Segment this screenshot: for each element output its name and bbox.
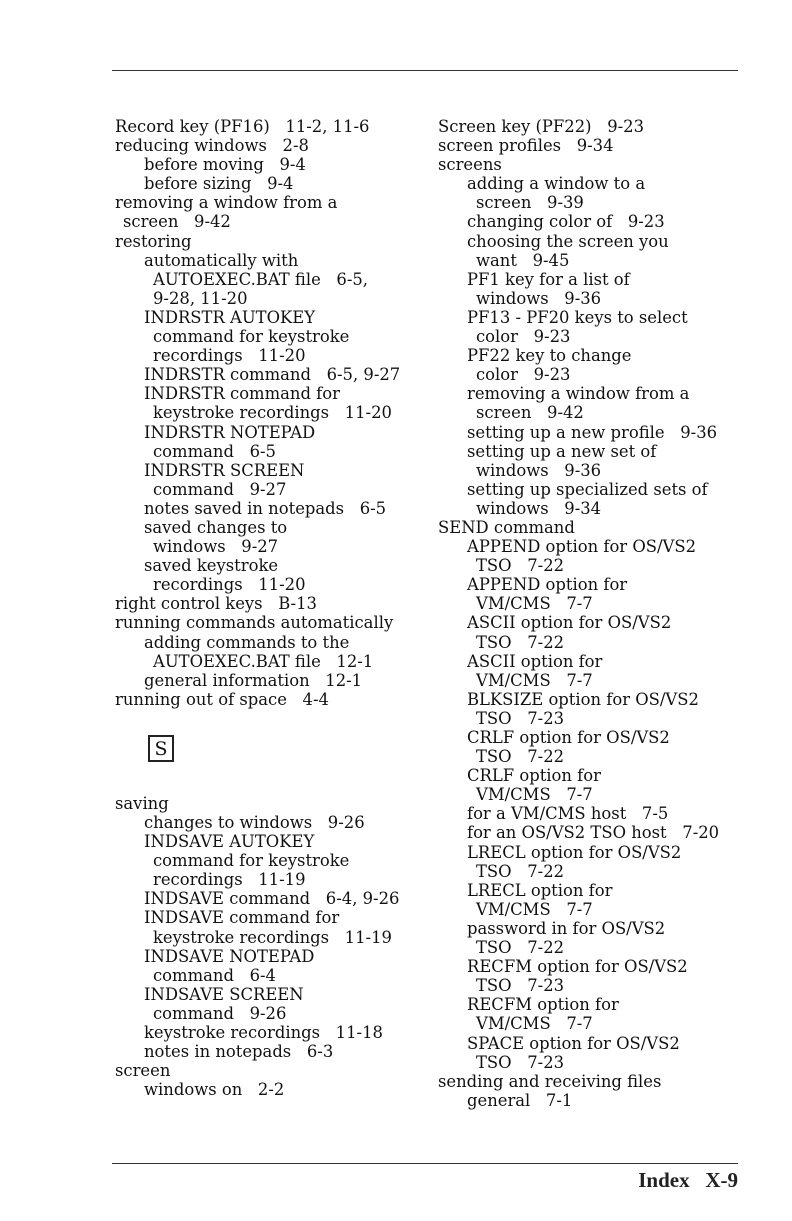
- index-entry: Screen key (PF22) 9-23: [438, 117, 645, 136]
- index-entry: notes saved in notepads 6-5: [144, 498, 387, 518]
- index-entry: windows 9-34: [476, 498, 602, 518]
- index-entry: screen profiles 9-34: [438, 136, 614, 156]
- index-entry: TSO 7-23: [476, 1052, 565, 1072]
- index-entry: saved keystroke: [144, 556, 279, 576]
- index-entry: adding commands to the: [144, 632, 350, 652]
- index-entry: PF1 key for a list of: [467, 269, 630, 289]
- index-entry: right control keys B-13: [115, 594, 317, 614]
- index-entry: TSO 7-22: [476, 747, 565, 767]
- index-entry: SEND command: [438, 517, 575, 537]
- index-entry: INDSAVE command for: [144, 908, 340, 928]
- section-letter-box: S: [148, 735, 174, 762]
- index-entry: choosing the screen you: [467, 231, 669, 251]
- index-entry: screen: [115, 1061, 171, 1081]
- index-entry: PF13 - PF20 keys to select: [467, 307, 688, 327]
- index-entry: APPEND option for: [467, 575, 628, 595]
- index-entry: INDSAVE command 6-4, 9-26: [144, 889, 400, 909]
- index-entry: TSO 7-23: [476, 976, 565, 996]
- index-entry: ASCII option for: [467, 651, 603, 671]
- index-entry: SPACE option for OS/VS2: [467, 1033, 680, 1053]
- index-entry: AUTOEXEC.BAT file 12-1: [153, 651, 374, 671]
- index-entry: VM/CMS 7-7: [476, 1014, 593, 1034]
- index-entry: general 7-1: [467, 1090, 573, 1110]
- index-entry: RECFM option for: [467, 995, 619, 1015]
- index-entry: recordings 11-20: [153, 346, 306, 366]
- index-entry: VM/CMS 7-7: [476, 785, 593, 805]
- index-entry: keystroke recordings 11-20: [153, 403, 392, 423]
- index-entry: screens: [438, 155, 502, 175]
- index-entry: for a VM/CMS host 7-5: [467, 804, 669, 824]
- index-entry: recordings 11-20: [153, 575, 306, 595]
- index-entry: RECFM option for OS/VS2: [467, 957, 688, 977]
- index-entry: CRLF option for: [467, 766, 601, 786]
- page-footer: [638, 1168, 738, 1193]
- index-entry: setting up a new set of: [467, 441, 657, 461]
- index-entry: notes in notepads 6-3: [144, 1042, 334, 1062]
- index-entry: keystroke recordings 11-18: [144, 1023, 383, 1043]
- index-entry: VM/CMS 7-7: [476, 899, 593, 919]
- index-entry: removing a window from a: [467, 384, 690, 404]
- index-entry: windows 9-27: [153, 537, 279, 557]
- index-entry: TSO 7-22: [476, 556, 565, 576]
- index-entry: LRECL option for: [467, 880, 613, 900]
- index-list-left-s: [115, 794, 435, 1100]
- index-entry: saved changes to: [144, 517, 288, 537]
- index-entry: INDRSTR NOTEPAD: [144, 422, 316, 442]
- bottom-rule: [112, 1163, 738, 1164]
- index-entry: INDSAVE AUTOKEY: [144, 832, 315, 852]
- index-entry: password in for OS/VS2: [467, 918, 666, 938]
- index-entry: VM/CMS 7-7: [476, 594, 593, 614]
- index-entry: command 6-5: [153, 441, 276, 461]
- index-entry: color 9-23: [476, 327, 571, 347]
- index-entry: Record key (PF16) 11-2, 11-6: [115, 117, 370, 136]
- index-list-left: [115, 117, 435, 709]
- index-entry: PF22 key to change: [467, 346, 632, 366]
- index-entry: automatically with: [144, 250, 299, 270]
- index-entry: screen 9-42: [476, 403, 584, 423]
- index-entry: running commands automatically: [115, 613, 394, 633]
- index-entry: color 9-23: [476, 365, 571, 385]
- index-entry: command 9-27: [153, 479, 287, 499]
- index-list-right: [438, 117, 738, 1110]
- index-entry: LRECL option for OS/VS2: [467, 842, 682, 862]
- index-entry: BLKSIZE option for OS/VS2: [467, 689, 699, 709]
- index-entry: 9-28, 11-20: [153, 288, 248, 308]
- index-entry: setting up specialized sets of: [467, 479, 708, 499]
- index-entry: recordings 11-19: [153, 870, 306, 890]
- footer-label: Index: [638, 1168, 690, 1192]
- index-entry: APPEND option for OS/VS2: [467, 537, 697, 557]
- index-entry: before sizing 9-4: [144, 174, 294, 194]
- index-entry: VM/CMS 7-7: [476, 670, 593, 690]
- index-entry: INDSAVE NOTEPAD: [144, 946, 315, 966]
- index-entry: saving: [115, 793, 169, 813]
- index-entry: sending and receiving files: [438, 1071, 662, 1091]
- index-entry: running out of space 4-4: [115, 689, 329, 709]
- top-rule: [112, 70, 738, 71]
- index-entry: removing a window from a: [115, 193, 338, 213]
- index-entry: command for keystroke: [153, 851, 350, 871]
- index-entry: INDRSTR SCREEN: [144, 460, 305, 480]
- index-entry: changing color of 9-23: [467, 212, 665, 232]
- index-column-left: [115, 117, 435, 1099]
- index-entry: windows 9-36: [476, 288, 602, 308]
- index-entry: INDRSTR AUTOKEY: [144, 307, 316, 327]
- index-entry: for an OS/VS2 TSO host 7-20: [467, 823, 720, 843]
- index-entry: command for keystroke: [153, 327, 350, 347]
- index-entry: screen 9-39: [476, 193, 584, 213]
- index-entry: TSO 7-22: [476, 938, 565, 958]
- index-entry: before moving 9-4: [144, 155, 306, 175]
- index-entry: TSO 7-23: [476, 708, 565, 728]
- index-entry: restoring: [115, 231, 192, 251]
- index-entry: INDSAVE SCREEN: [144, 984, 304, 1004]
- index-entry: command 6-4: [153, 965, 276, 985]
- index-entry: keystroke recordings 11-19: [153, 927, 392, 947]
- index-entry: windows on 2-2: [144, 1080, 285, 1100]
- index-entry: adding a window to a: [467, 174, 646, 194]
- index-entry: setting up a new profile 9-36: [467, 422, 718, 442]
- index-entry: INDRSTR command for: [144, 384, 340, 404]
- section-heading: [115, 735, 435, 762]
- index-entry: want 9-45: [476, 250, 570, 270]
- index-entry: general information 12-1: [144, 670, 363, 690]
- index-entry: screen 9-42: [123, 212, 231, 232]
- index-entry: reducing windows 2-8: [115, 136, 309, 156]
- index-entry: TSO 7-22: [476, 861, 565, 881]
- index-entry: CRLF option for OS/VS2: [467, 728, 670, 747]
- index-entry: INDRSTR command 6-5, 9-27: [144, 365, 401, 385]
- index-entry: changes to windows 9-26: [144, 813, 365, 832]
- index-entry: ASCII option for OS/VS2: [467, 613, 672, 633]
- index-entry: AUTOEXEC.BAT file 6-5,: [153, 269, 369, 289]
- index-entry: command 9-26: [153, 1003, 287, 1023]
- page-number: X-9: [705, 1168, 738, 1192]
- index-column-right: [438, 117, 738, 1110]
- index-entry: TSO 7-22: [476, 632, 565, 652]
- index-entry: windows 9-36: [476, 460, 602, 480]
